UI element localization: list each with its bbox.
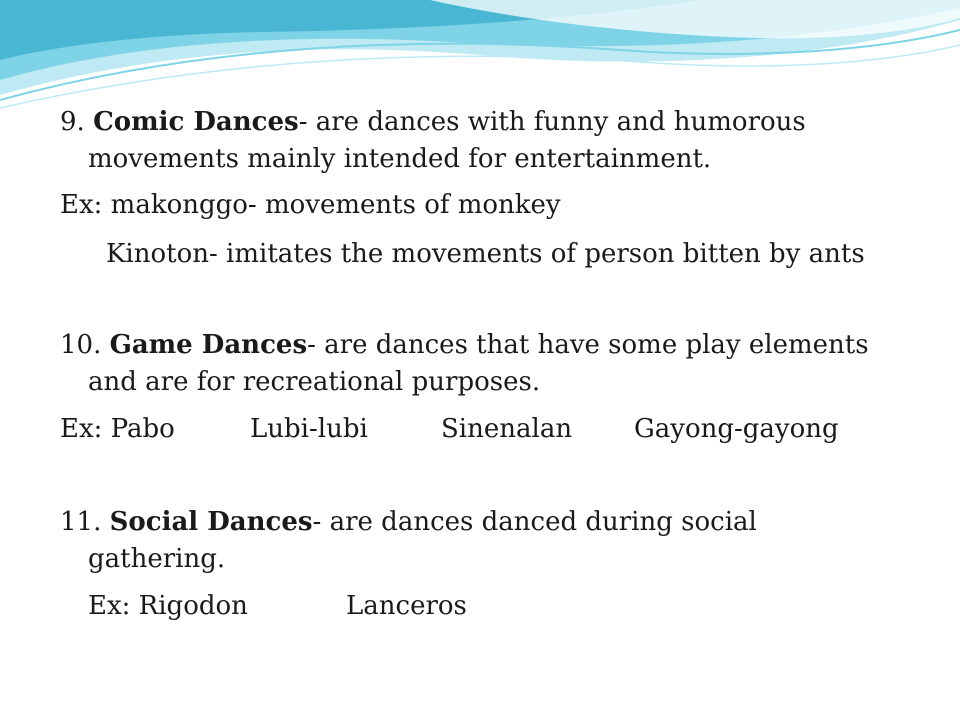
- item10-example-sinenalan: Sinenalan: [441, 414, 573, 444]
- item10-term: Game Dances: [109, 330, 308, 360]
- item10-example-gayong-gayong: Gayong-gayong: [634, 414, 839, 444]
- item10-definition-line2: and are for recreational purposes.: [88, 367, 541, 397]
- item9-term: Comic Dances: [93, 107, 299, 137]
- item11-line1: [60, 504, 757, 540]
- item11-example-lanceros: Lanceros: [346, 591, 467, 621]
- item9-example1: Ex: makonggo- movements of monkey: [60, 190, 561, 220]
- item9-example2: Kinoton- imitates the movements of person bitten by ants: [106, 239, 865, 269]
- item10-example-lubi-lubi: Lubi-lubi: [250, 414, 368, 444]
- item10-number: 10.: [60, 330, 102, 360]
- item10-line1: [60, 327, 869, 363]
- item11-number: 11.: [60, 507, 102, 537]
- item10-example-pabo: Ex: Pabo: [60, 414, 175, 444]
- item9-definition-line1: - are dances with funny and humorous: [298, 107, 806, 137]
- item11-example-rigodon: Ex: Rigodon: [88, 591, 248, 621]
- item9-line1: [60, 104, 806, 140]
- item9-definition-line2: movements mainly intended for entertainment.: [88, 144, 712, 174]
- item11-definition-line2: gathering.: [88, 544, 226, 574]
- item10-definition-line1: - are dances that have some play elements: [307, 330, 869, 360]
- item11-term: Social Dances: [109, 507, 313, 537]
- item11-examples-row: [88, 588, 688, 624]
- item9-number: 9.: [60, 107, 85, 137]
- item10-examples-row: [60, 411, 920, 447]
- item11-definition-line1: - are dances danced during social: [312, 507, 757, 537]
